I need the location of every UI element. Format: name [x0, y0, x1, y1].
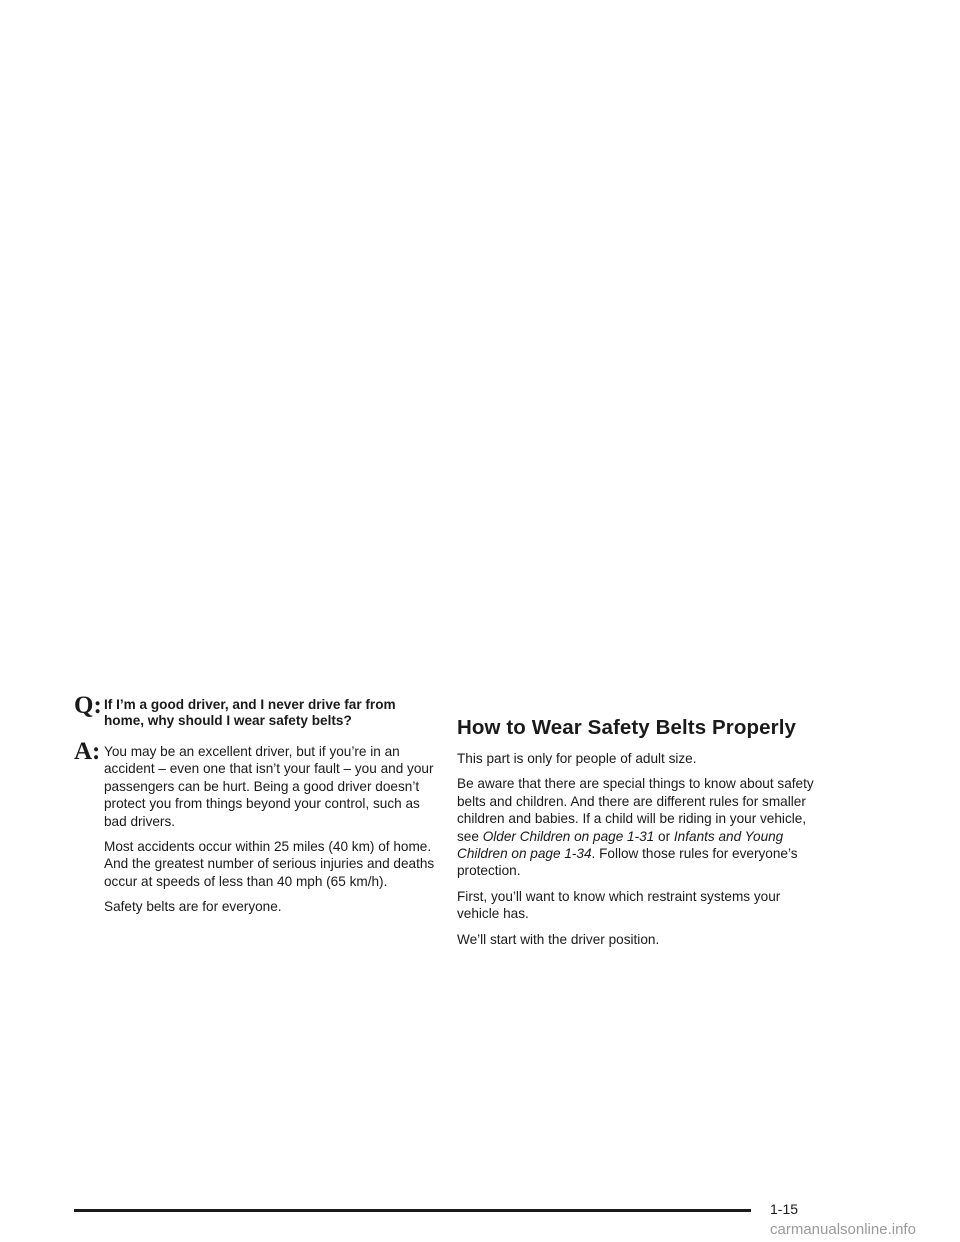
older-children-link[interactable]: Older Children on page 1-31 [482, 828, 655, 844]
children-paragraph [457, 775, 817, 879]
driver-position-paragraph: We’ll start with the driver position. [457, 931, 660, 947]
answer-block [74, 738, 436, 830]
section-heading: How to Wear Safety Belts Properly [457, 716, 796, 739]
footer-rule [74, 1209, 751, 1212]
infants-young-children-link[interactable]: Infants and Young Children on page 1-34 [457, 828, 784, 862]
right-column [457, 716, 817, 956]
adult-size-paragraph: This part is only for people of adult size. [457, 751, 697, 766]
safety-belts-everyone-paragraph: Safety belts are for everyone. [104, 899, 282, 915]
question-letter: Q: [74, 692, 102, 719]
answer-letter: A: [74, 738, 101, 765]
question-block [74, 692, 436, 729]
watermark: carmanualsonline.info [770, 1221, 916, 1238]
accident-statistics-paragraph: Most accidents occur within 25 miles (40 km) of home. And the greatest number of serious injuries and deaths occur at speeds of less than 40 mph (65 km/h). [104, 839, 435, 889]
page-number: 1-15 [770, 1201, 799, 1217]
left-column [74, 692, 436, 916]
children-text-before: Be aware that there are special things to know about safety belts and children. And there are different rules for smaller children and babies. If a child will be riding in your vehicle, see [457, 776, 814, 844]
children-text-mid: or [654, 828, 674, 844]
question-text: If I’m a good driver, and I never drive far from home, why should I wear safety belts? [104, 697, 396, 728]
answer-text: You may be an excellent driver, but if you’re in an accident – even one that isn’t your fault – you and your passengers can be hurt. Being a good driver doesn’t protect you from things beyond your control, such as bad drivers. [104, 744, 434, 829]
restraint-systems-paragraph: First, you’ll want to know which restraint systems your vehicle has. [457, 888, 781, 922]
children-text-after: . Follow those rules for everyone’s protection. [457, 846, 798, 879]
